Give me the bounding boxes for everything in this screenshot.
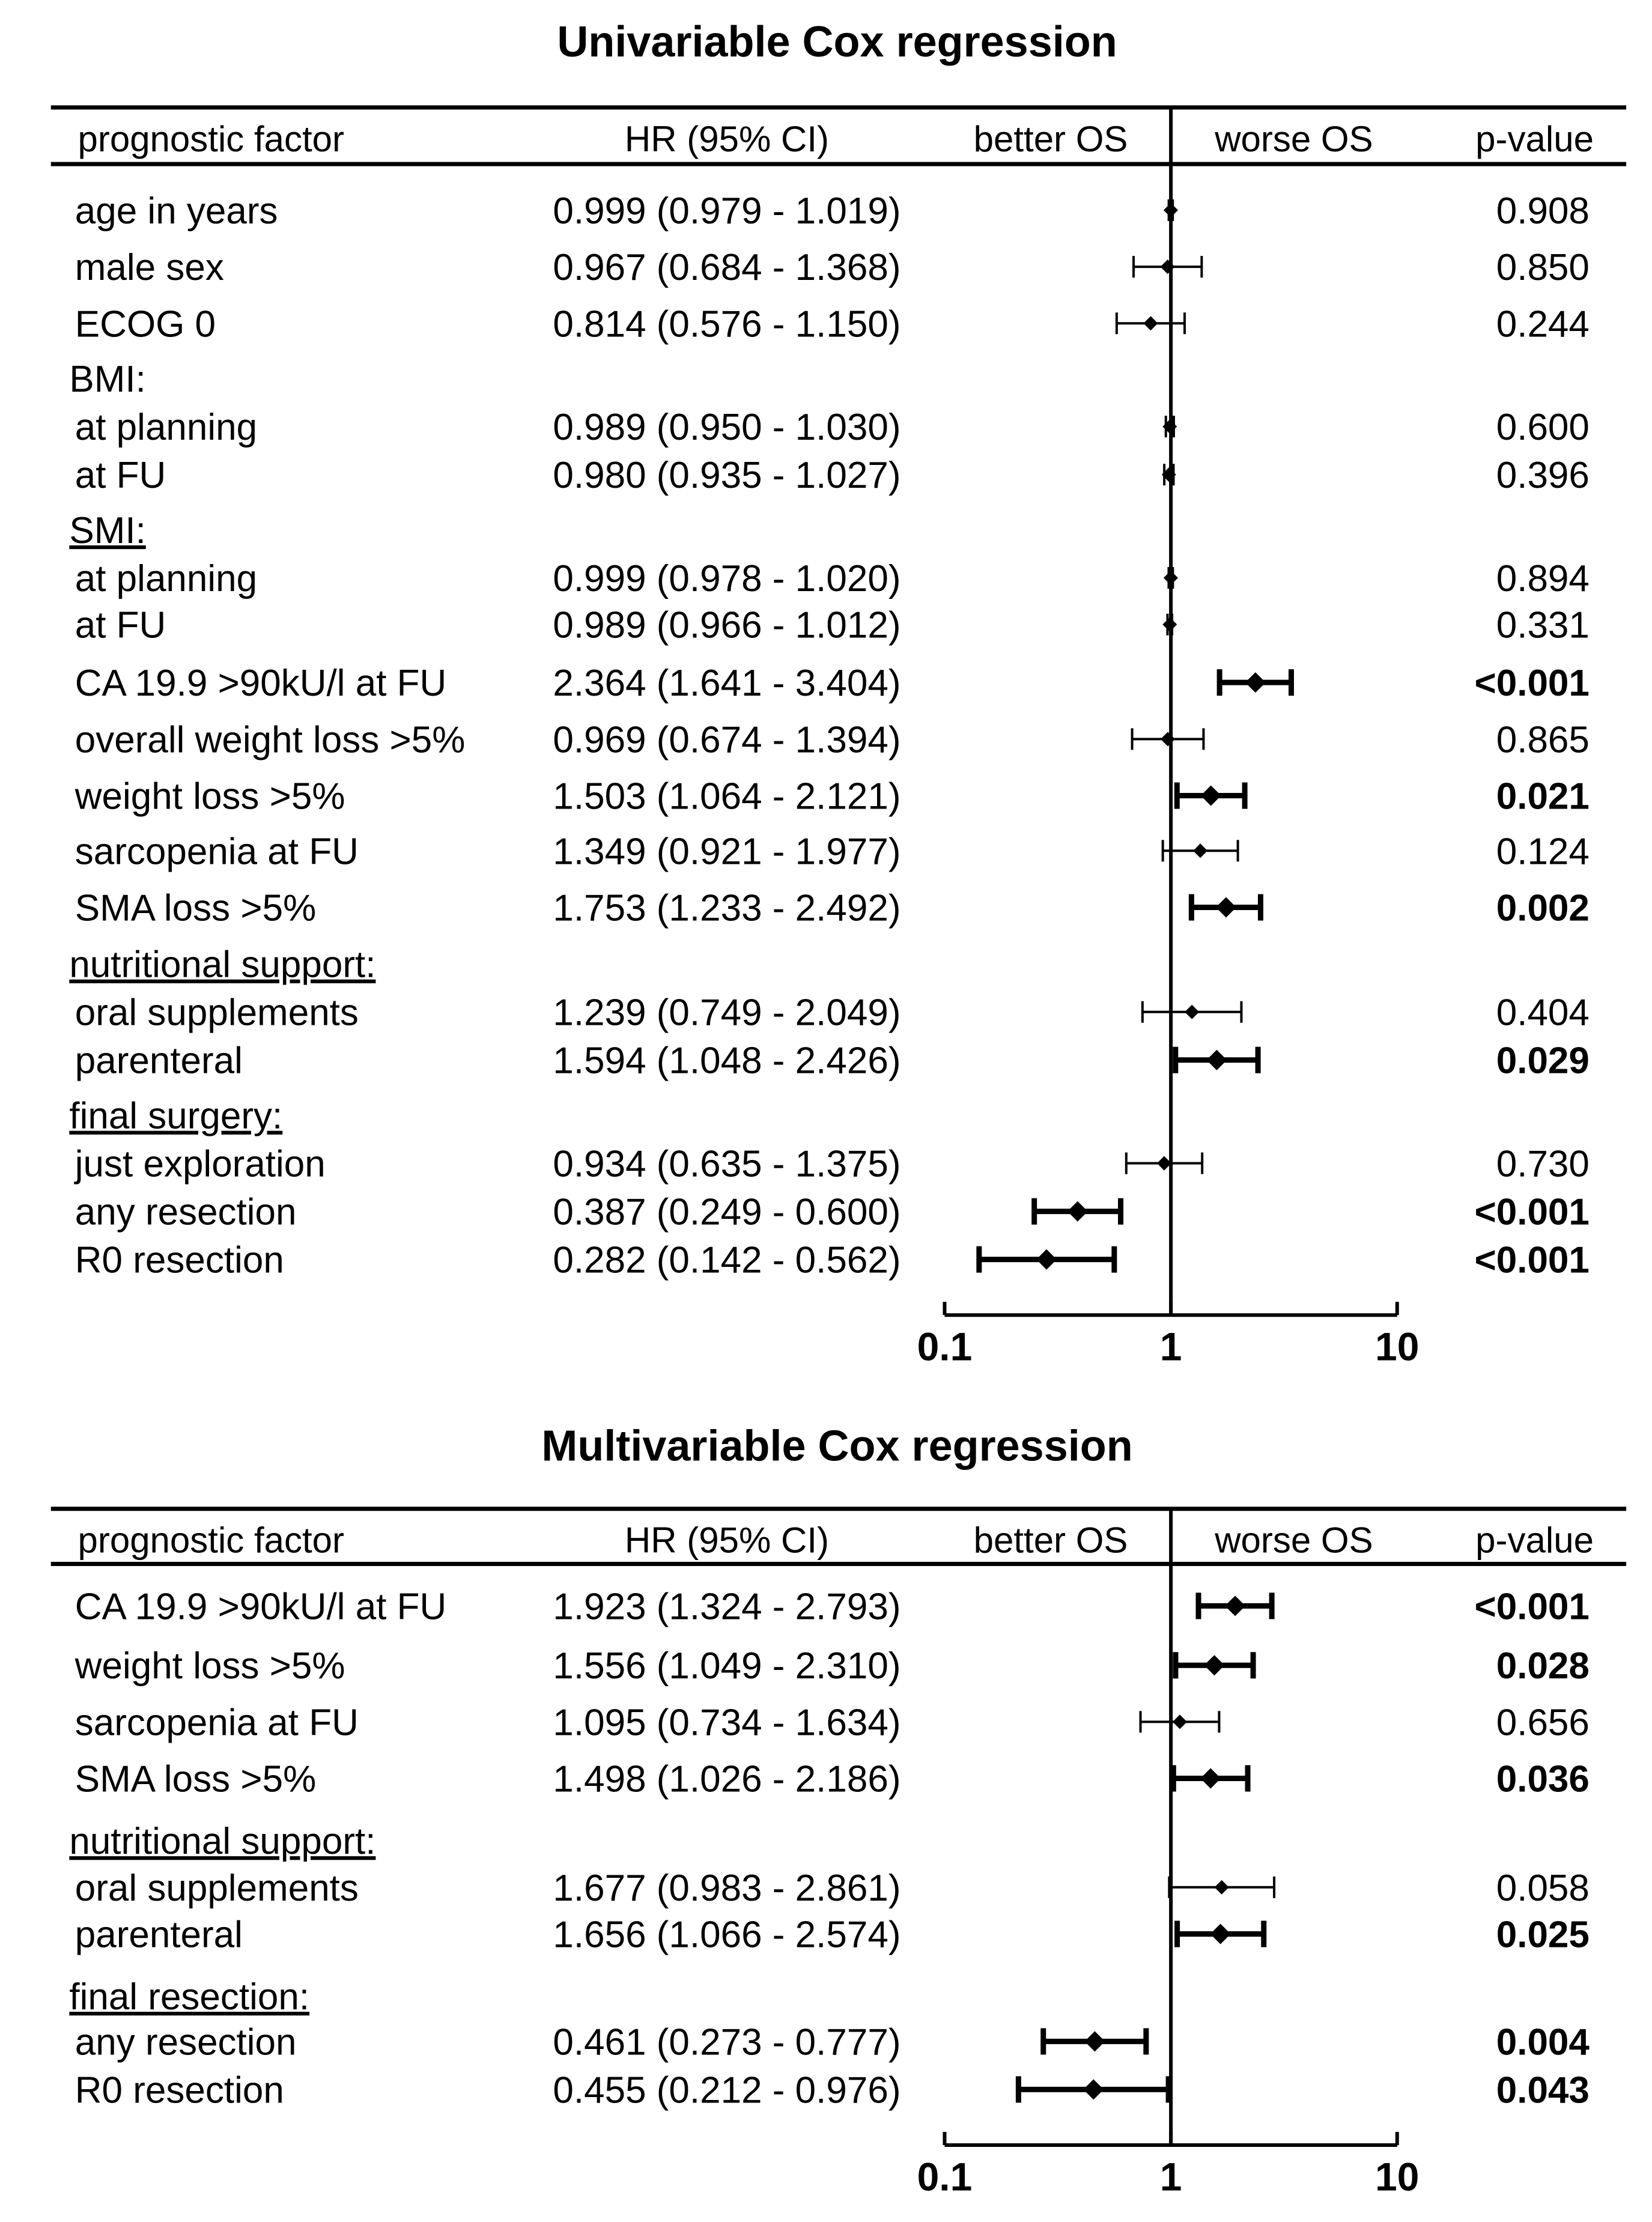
hr-point-estimate (1084, 2031, 1105, 2051)
hr-ci-value: 0.455 (0.212 - 0.976) (553, 2069, 901, 2111)
group-label: final surgery: (69, 1095, 283, 1137)
hr-ci-value: 0.814 (0.576 - 1.150) (553, 303, 901, 345)
hr-point-estimate (1161, 732, 1175, 746)
table-row (74, 1144, 1590, 1185)
table-row (74, 776, 1590, 817)
header-prognostic-factor: prognostic factor (77, 118, 345, 159)
hr-point-estimate (1185, 1005, 1199, 1019)
x-tick-label: 0.1 (917, 1324, 973, 1369)
hr-ci-value: 0.989 (0.950 - 1.030) (553, 407, 901, 449)
p-value: 0.036 (1496, 1758, 1590, 1800)
hr-ci-value: 1.594 (1.048 - 2.426) (553, 1040, 901, 1082)
x-tick-label: 0.1 (917, 2154, 973, 2199)
factor-label: CA 19.9 >90kU/l at FU (74, 1586, 447, 1628)
hr-point-estimate (1162, 618, 1177, 632)
hr-point-estimate (1204, 1655, 1224, 1675)
hr-point-estimate (1143, 316, 1158, 330)
factor-label: CA 19.9 >90kU/l at FU (74, 663, 447, 705)
group-label: BMI: (69, 359, 146, 401)
header-hr-ci: HR (95% CI) (624, 1520, 829, 1561)
hr-ci-value: 0.461 (0.273 - 0.777) (553, 2021, 901, 2063)
hr-ci-value: 0.967 (0.684 - 1.368) (553, 247, 901, 289)
p-value: <0.001 (1474, 1191, 1590, 1233)
table-row (75, 719, 1590, 760)
hr-ci-value: 1.753 (1.233 - 2.492) (553, 887, 901, 929)
p-value: 0.021 (1496, 776, 1590, 818)
table-row (75, 1868, 1590, 1909)
table-row (75, 992, 1590, 1034)
hr-ci-value: 1.095 (0.734 - 1.634) (553, 1702, 901, 1744)
panel-title: Univariable Cox regression (557, 18, 1117, 67)
p-value: 0.656 (1496, 1702, 1590, 1744)
group-label: nutritional support: (69, 1821, 376, 1863)
table-row (75, 1586, 1590, 1627)
hr-ci-value: 1.556 (1.049 - 2.310) (553, 1645, 901, 1687)
p-value: 0.029 (1496, 1040, 1590, 1082)
factor-label: ECOG 0 (74, 303, 216, 345)
group-header-row (69, 510, 145, 551)
p-value: 0.043 (1496, 2069, 1590, 2111)
hr-point-estimate (1083, 2079, 1104, 2099)
hr-point-estimate (1067, 1201, 1088, 1222)
factor-label: oral supplements (74, 992, 359, 1034)
table-row (75, 190, 1590, 232)
table-row (75, 2069, 1590, 2111)
factor-label: male sex (74, 247, 224, 289)
hr-ci-value: 0.387 (0.249 - 0.600) (553, 1191, 901, 1233)
factor-label: oral supplements (74, 1867, 359, 1909)
group-header-row (69, 359, 145, 400)
header-better-os: better OS (973, 1520, 1128, 1561)
p-value: 0.004 (1496, 2021, 1590, 2063)
p-value: 0.396 (1496, 455, 1590, 497)
p-value: 0.730 (1496, 1143, 1590, 1185)
hr-point-estimate (1164, 203, 1178, 217)
x-tick-label: 10 (1375, 2154, 1420, 2199)
group-label: nutritional support: (69, 944, 376, 986)
group-label: SMI: (69, 509, 146, 551)
hr-ci-value: 1.498 (1.026 - 2.186) (553, 1758, 901, 1800)
table-row (75, 455, 1590, 496)
factor-label: any resection (74, 2021, 297, 2063)
p-value: 0.025 (1496, 1914, 1590, 1956)
hr-ci-value: 2.364 (1.641 - 3.404) (553, 663, 901, 705)
p-value: 0.002 (1496, 887, 1590, 929)
factor-label: SMA loss >5% (74, 887, 317, 929)
p-value: 0.865 (1496, 719, 1590, 761)
table-row (75, 2021, 1590, 2063)
group-header-row (69, 944, 375, 986)
p-value: 0.894 (1496, 557, 1590, 600)
factor-label: sarcopenia at FU (74, 1702, 359, 1744)
header-p-value: p-value (1475, 118, 1594, 159)
p-value: 0.600 (1496, 407, 1590, 449)
factor-label: sarcopenia at FU (74, 831, 359, 873)
hr-ci-value: 1.923 (1.324 - 2.793) (553, 1586, 901, 1628)
table-row (75, 1240, 1590, 1281)
table-row (75, 1192, 1590, 1233)
hr-point-estimate (1036, 1249, 1057, 1270)
table-row (75, 558, 1590, 600)
hr-point-estimate (1245, 672, 1266, 693)
p-value: 0.331 (1496, 604, 1590, 646)
hr-point-estimate (1225, 1595, 1245, 1616)
group-label: final resection: (69, 1976, 310, 2018)
factor-label: parenteral (74, 1914, 243, 1956)
group-header-row (69, 1095, 282, 1137)
table-row (74, 1645, 1590, 1687)
factor-label: age in years (74, 190, 278, 232)
x-tick-label: 1 (1159, 1324, 1182, 1369)
table-row (75, 1040, 1590, 1082)
factor-label: R0 resection (74, 1239, 284, 1281)
table-row (75, 1702, 1590, 1743)
header-worse-os: worse OS (1215, 1520, 1373, 1561)
hr-point-estimate (1216, 897, 1236, 917)
header-hr-ci: HR (95% CI) (624, 118, 829, 159)
header-worse-os: worse OS (1215, 118, 1373, 159)
hr-point-estimate (1164, 571, 1178, 585)
factor-label: at FU (74, 604, 166, 646)
hr-point-estimate (1193, 843, 1207, 858)
factor-label: overall weight loss >5% (74, 719, 466, 761)
x-tick-label: 10 (1375, 1324, 1420, 1369)
factor-label: at planning (74, 557, 258, 600)
forest-panel-multivariable (51, 1422, 1626, 2199)
hr-ci-value: 1.656 (1.066 - 2.574) (553, 1914, 901, 1956)
header-p-value: p-value (1475, 1520, 1594, 1561)
p-value: <0.001 (1474, 1586, 1590, 1628)
hr-point-estimate (1210, 1923, 1231, 1944)
table-row (75, 303, 1590, 345)
table-row (75, 831, 1590, 872)
p-value: 0.028 (1496, 1645, 1590, 1687)
hr-point-estimate (1200, 1768, 1221, 1789)
hr-ci-value: 0.999 (0.979 - 1.019) (553, 190, 901, 232)
hr-point-estimate (1215, 1880, 1229, 1895)
hr-point-estimate (1201, 785, 1221, 806)
factor-label: SMA loss >5% (74, 1758, 317, 1800)
p-value: 0.244 (1496, 303, 1590, 345)
factor-label: at FU (74, 455, 166, 497)
table-row (75, 605, 1590, 646)
hr-point-estimate (1206, 1050, 1227, 1070)
forest-panel-univariable (51, 18, 1626, 1368)
hr-ci-value: 0.934 (0.635 - 1.375) (553, 1143, 901, 1185)
factor-label: any resection (74, 1191, 297, 1233)
table-row (75, 407, 1590, 448)
factor-label: weight loss >5% (74, 776, 345, 818)
p-value: <0.001 (1474, 663, 1590, 705)
factor-label: at planning (74, 407, 258, 449)
p-value: 0.404 (1496, 992, 1590, 1034)
p-value: 0.850 (1496, 247, 1590, 289)
hr-ci-value: 0.989 (0.966 - 1.012) (553, 604, 901, 646)
table-row (75, 247, 1590, 288)
table-row (75, 887, 1590, 929)
hr-ci-value: 0.282 (0.142 - 0.562) (553, 1239, 901, 1281)
header-better-os: better OS (973, 118, 1128, 159)
panel-title: Multivariable Cox regression (541, 1422, 1133, 1471)
hr-ci-value: 0.969 (0.674 - 1.394) (553, 719, 901, 761)
hr-ci-value: 1.503 (1.064 - 2.121) (553, 776, 901, 818)
hr-ci-value: 1.239 (0.749 - 2.049) (553, 992, 901, 1034)
header-prognostic-factor: prognostic factor (77, 1520, 345, 1561)
hr-ci-value: 1.677 (0.983 - 2.861) (553, 1867, 901, 1909)
group-header-row (69, 1821, 375, 1862)
factor-label: weight loss >5% (74, 1645, 345, 1687)
hr-point-estimate (1173, 1714, 1187, 1729)
hr-ci-value: 0.980 (0.935 - 1.027) (553, 455, 901, 497)
table-row (75, 1914, 1590, 1955)
group-header-row (69, 1976, 309, 2018)
p-value: <0.001 (1474, 1239, 1590, 1281)
hr-ci-value: 0.999 (0.978 - 1.020) (553, 557, 901, 600)
p-value: 0.058 (1496, 1867, 1590, 1909)
table-row (75, 663, 1590, 704)
factor-label: just exploration (74, 1143, 326, 1185)
table-row (75, 1759, 1590, 1800)
p-value: 0.124 (1496, 831, 1590, 873)
factor-label: R0 resection (74, 2069, 284, 2111)
hr-ci-value: 1.349 (0.921 - 1.977) (553, 831, 901, 873)
p-value: 0.908 (1496, 190, 1590, 232)
factor-label: parenteral (74, 1040, 243, 1082)
x-tick-label: 1 (1159, 2154, 1182, 2199)
